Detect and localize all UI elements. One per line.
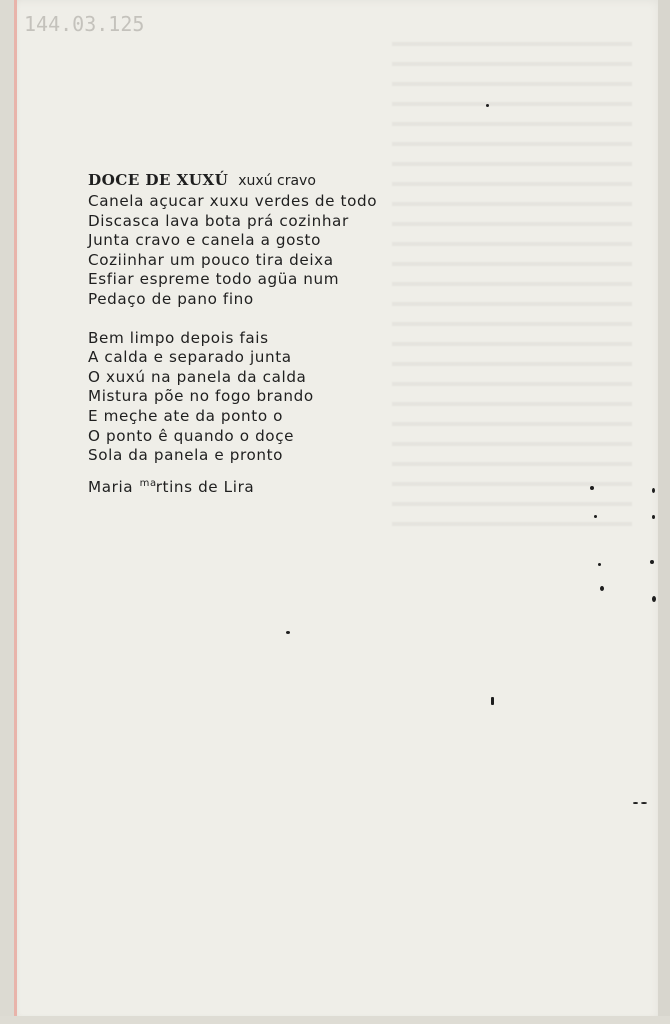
stanza-gap (88, 310, 377, 329)
page-bottom-edge (0, 1016, 670, 1024)
poem-line: A calda e separado junta (88, 348, 292, 367)
ink-speck (600, 586, 604, 591)
ink-speck (633, 802, 638, 804)
ink-speck (486, 104, 489, 107)
recipe-poem (88, 170, 377, 497)
ink-speck (590, 486, 594, 490)
poem-line: Mistura põe no fogo brando (88, 387, 314, 406)
poem-line: Junta cravo e canela a gosto (88, 231, 322, 250)
ink-speck (594, 515, 597, 518)
signature-last: rtins de Lira (155, 477, 255, 496)
stanza-1 (88, 192, 377, 310)
ink-speck (641, 802, 647, 804)
poem-line: O xuxú na panela da calda (88, 367, 307, 386)
recipe-title-row (88, 170, 377, 192)
ink-speck (598, 563, 601, 566)
ink-speck (652, 596, 656, 602)
poem-line: Esfiar espreme todo agüa num (88, 270, 340, 289)
ink-speck (491, 697, 494, 705)
poem-line: Discasca lava bota prá cozinhar (88, 211, 349, 230)
signature (88, 474, 377, 497)
page-edge (658, 0, 670, 1024)
poem-line: Coziinhar um pouco tira deixa (88, 250, 334, 269)
recipe-title: DOCE DE XUXÚ (88, 171, 229, 189)
poem-line: Canela açucar xuxu verdes de todo (88, 192, 378, 210)
poem-line: Pedaço de pano fino (88, 289, 254, 308)
show-through-text (392, 30, 632, 530)
poem-line: O ponto ê quando o doçe (88, 426, 295, 445)
signature-first: Maria (88, 477, 139, 496)
ink-speck (650, 560, 654, 564)
ink-speck (286, 631, 290, 634)
ink-speck (652, 488, 655, 493)
ink-speck (652, 515, 655, 519)
poem-line: E meçhe ate da ponto o (88, 406, 284, 425)
stanza-2 (88, 329, 377, 466)
recipe-title-note: xuxú cravo (238, 173, 316, 189)
catalog-number: 144.03.125 (24, 12, 145, 36)
signature-raised: ma (139, 477, 157, 489)
poem-line: Bem limpo depois fais (88, 328, 269, 347)
poem-line: Sola da panela e pronto (88, 446, 284, 465)
